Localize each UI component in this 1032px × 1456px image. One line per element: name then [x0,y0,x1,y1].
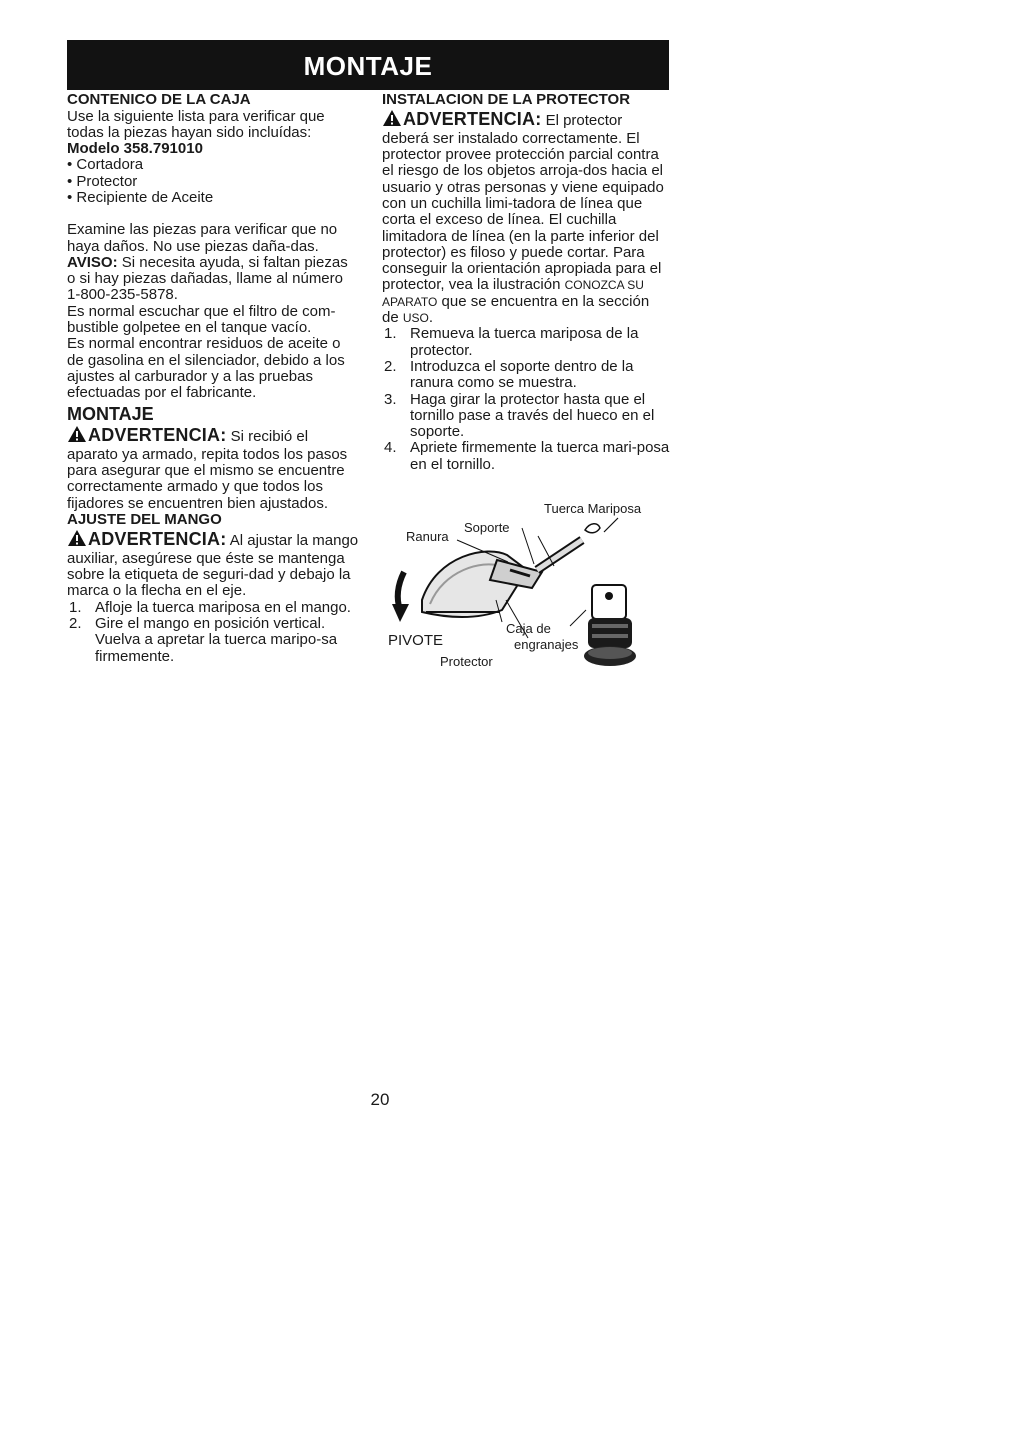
list-item [382,392,670,441]
step-text: Apriete firmemente la tuerca mari-posa en el tornillo. [410,439,670,473]
list-item [382,440,670,473]
warning-icon [67,529,87,551]
right-column [382,92,670,473]
list-item [382,359,670,392]
warning-text: que se encuentra en la sección de [382,292,650,327]
list-item [67,616,359,665]
step-text: Introduzca el soporte dentro de la ranura como se muestra. [410,357,634,392]
handle-heading: AJUSTE DEL MANGO [67,511,222,529]
label-tuerca-mariposa: Tuerca Mariposa [544,501,642,516]
oil-note: Es normal encontrar residuos de aceite o de gasolina en el silenciador, debido a los ajustes al carburador y a las pruebas efectuadas por el fabricante. [67,335,345,402]
aviso-label: AVISO: [67,253,118,271]
step-number: 3. [384,390,397,408]
contents-intro: Use la siguiente lista para verificar que todas la piezas hayan sido incluídas: [67,107,325,141]
step-number: 4. [384,439,397,457]
list-item [67,600,359,616]
step-number: 1. [69,598,82,616]
warning-assembled [67,425,359,512]
left-column [67,92,359,665]
aviso-paragraph [67,255,359,304]
label-pivote: PIVOTE [388,632,444,649]
step-text: Remueva la tuerca mariposa de la protector. [410,325,639,359]
warning-label: ADVERTENCIA: [403,108,542,129]
protector-steps [382,326,670,473]
warning-text: Si recibió el aparato ya armado, repita todos los pasos para asegurar que el mismo se encuentre correctamente armado y que todos los fijadores se encuentren bien ajustados. [67,427,348,512]
warning-handle [67,529,359,600]
section-reference: USO [402,311,429,326]
examine-text: Examine las piezas para verificar que no haya daños. No use piezas daña-das. [67,221,338,255]
warning-icon [382,109,402,131]
warning-protector [382,109,670,327]
label-caja-de: Caja de [506,621,551,636]
label-ranura: Ranura [406,529,449,544]
handle-steps [67,600,359,665]
contents-heading: CONTENICO DE LA CAJA [67,91,251,108]
warning-label: ADVERTENCIA: [88,528,227,549]
step-number: 2. [384,357,397,375]
warning-text: Al ajustar la mango auxiliar, asegúrese que éste se mantenga sobre la etiqueta de seguri-dad y debajo la marca o la flecha en el eje. [67,531,359,600]
list-item: • Cortadora [67,157,359,173]
warning-icon [67,425,87,447]
step-text: Gire el mango en posición vertical. Vuelva a apretar la tuerca maripo-sa firmemente. [95,615,338,665]
warning-text: El protector deberá ser instalado correctamente. El protector provee protección parcial contra el riesgo de los objetos arroja-dos hacia el usuario y otras personas y viene equipado con un cuchilla limi-tadora de línea que corta el exceso de línea. El cuchilla limitadora de línea (en la parte inferior del protector) es filoso y puede cortar. Para conseguir la orientación apropiada para el protector, vea la ilustración [382,111,664,294]
page-number: 20 [370,1090,390,1109]
montaje-heading: MONTAJE [67,403,154,424]
label-soporte: Soporte [464,520,510,535]
warning-text: . [428,309,434,327]
illustration-reference: CONOZCA SU APARATO [382,278,644,309]
label-engranajes: engranajes [514,637,579,652]
step-text: Haga girar la protector hasta que el tornillo pase a través del hueco en el soporte. [410,390,655,441]
section-banner: MONTAJE [67,40,669,90]
step-number: 1. [384,325,397,343]
list-item: • Recipiente de Aceite [67,190,359,206]
step-number: 2. [69,615,82,633]
aviso-text: Si necesita ayuda, si faltan piezas o si hay piezas dañadas, llame al número 1-800-235-5878. [67,253,348,304]
list-item [382,326,670,359]
filter-note: Es normal escuchar que el filtro de com-bustible golpetee en el tanque vacío. [67,302,336,337]
diagram-illustration [382,500,672,680]
contents-list [67,157,359,206]
step-text: Afloje la tuerca mariposa en el mango. [95,598,351,616]
model-number: Modelo 358.791010 [67,140,203,158]
list-item: • Protector [67,174,359,190]
protector-heading: INSTALACION DE LA PROTECTOR [382,91,631,108]
protector-installation-diagram [382,500,672,680]
label-protector: Protector [440,654,493,669]
warning-label: ADVERTENCIA: [88,424,227,445]
